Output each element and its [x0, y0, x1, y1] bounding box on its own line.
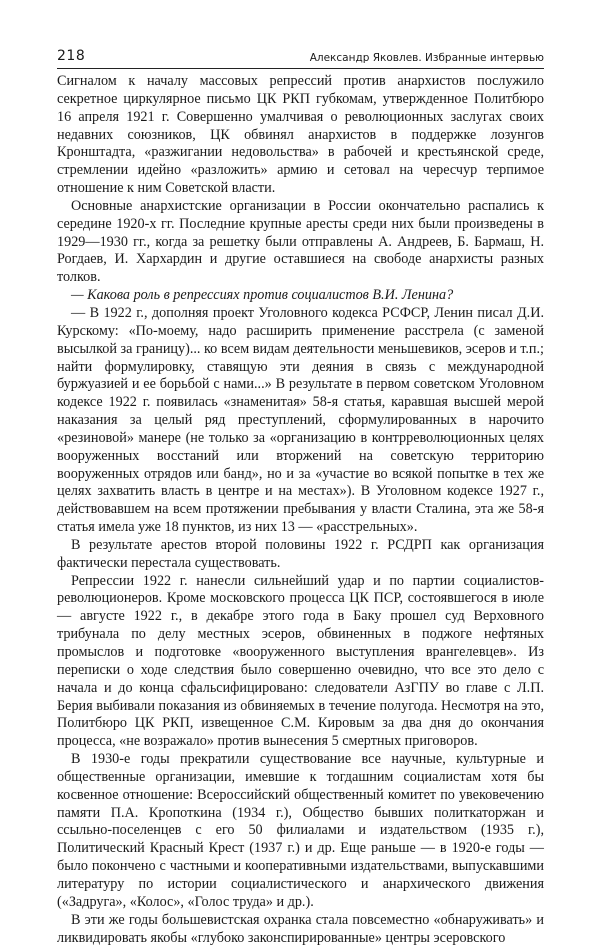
paragraph: В результате арестов второй половины 1922 г. РСДРП как организация фактически перестала существовать. — [57, 536, 544, 571]
running-header — [57, 44, 544, 69]
paragraph: В эти же годы большевистская охранка стала повсеместно «обнаруживать» и ликвидировать якобы «глубоко законспирированные» центры эсеровского — [57, 911, 544, 946]
interview-question: — Какова роль в репрессиях против социалистов В.И. Ленина? — [71, 287, 454, 304]
paragraph: Сигналом к началу массовых репрессий против анархистов послужило секретное циркулярное письмо ЦК РКП губкомам, утвержденное Политбюро 16 апреля 1921 г. Совершенно умалчивая о революционных заслугах своих недавних союзников, ЦК обвинял анархистов в поддержке лозунгов Кронштадта, «разжигании недовольства» в рабочей и крестьянской среде, стремлении идейно «разложить» армию и сетовал на чересчур терпимое отношение к ним Советской власти. — [57, 73, 544, 197]
page-body — [57, 73, 544, 947]
paragraph: Основные анархистские организации в России окончательно распались к середине 1920-х гг. Последние крупные аресты среди них были произведены в 1929—1930 гг., когда за решетку были отправлены А. Андреев, Б. Бармаш, Н. Рогдаев, И. Хархардин и другие оставшиеся на свободе анархисты разных толков. — [57, 197, 544, 286]
paragraph: Репрессии 1922 г. нанесли сильнейший удар и по партии социалистов-революционеров. Кроме московского процесса ЦК ПСР, состоявшегося в июле — августе 1922 г., в декабре этого года в Баку прошел суд Верховного трибунала по делу местных эсеров, обвиненных в поджоге нефтяных промыслов и подготовке «вооруженного выступления врангелевцев». Из переписки о ходе следствия было совершенно очевидно, что все это дело с начала и до конца сфальсифицировано: следователи АзГПУ во главе с Л.П. Берия выбивали показания из обвиняемых в течение полугода. Несмотря на это, Политбюро ЦК РКП, извещенное С.М. Кировым за два дня до окончания процесса, «не возражало» против вынесения 5 смертных приговоров. — [57, 572, 544, 750]
page-number: 218 — [57, 48, 86, 64]
interview-answer: — В 1922 г., дополняя проект Уголовного кодекса РСФСР, Ленин писал Д.И. Курскому: «По-моему, надо расширить применение расстрела (с заменой высылкой за границу)... ко всем видам деятельности меньшевиков, эсеров и т.п.; найти формулировку, ставящую эти деяния в связь с международной буржуазией и ее борьбой с нами...» В результате в первом советском Уголовном кодексе 1922 г. появилась «знаменитая» 58-я статья, каравшая высшей мерой наказания за целый ряд преступлений, сформулированных в нарочито «резиновой» манере (не только за «организацию в контрреволюционных целях вооруженных восстаний или вторжений на советскую территорию вооруженных отрядов или банд», но и за «участие во всякой попытке в тех же целях захватить власть в центре и на местах»). В Уголовном кодексе 1927 г., действовавшем на всем протяжении пребывания у власти Сталина, эта же 58-я статья имела уже 18 пунктов, из них 13 — «расстрельных». — [57, 304, 544, 536]
paragraph: В 1930-е годы прекратили существование все научные, культурные и общественные организации, имевшие к тогдашним социалистам хотя бы косвенное отношение: Всероссийский общественный комитет по увековечению памяти П.А. Кропоткина (1934 г.), Общество бывших политкаторжан и ссыльно-поселенцев с его 50 филиалами и издательством (1935 г.), Политический Красный Крест (1937 г.) и др. Еще раньше — в 1920-е годы — было покончено с частными и кооперативными издательствами, выпускавшими литературу по истории социалистического и анархического движения («Задруга», «Колос», «Голос труда» и др.). — [57, 751, 544, 910]
running-title: Александр Яковлев. Избранные интервью — [309, 52, 544, 64]
